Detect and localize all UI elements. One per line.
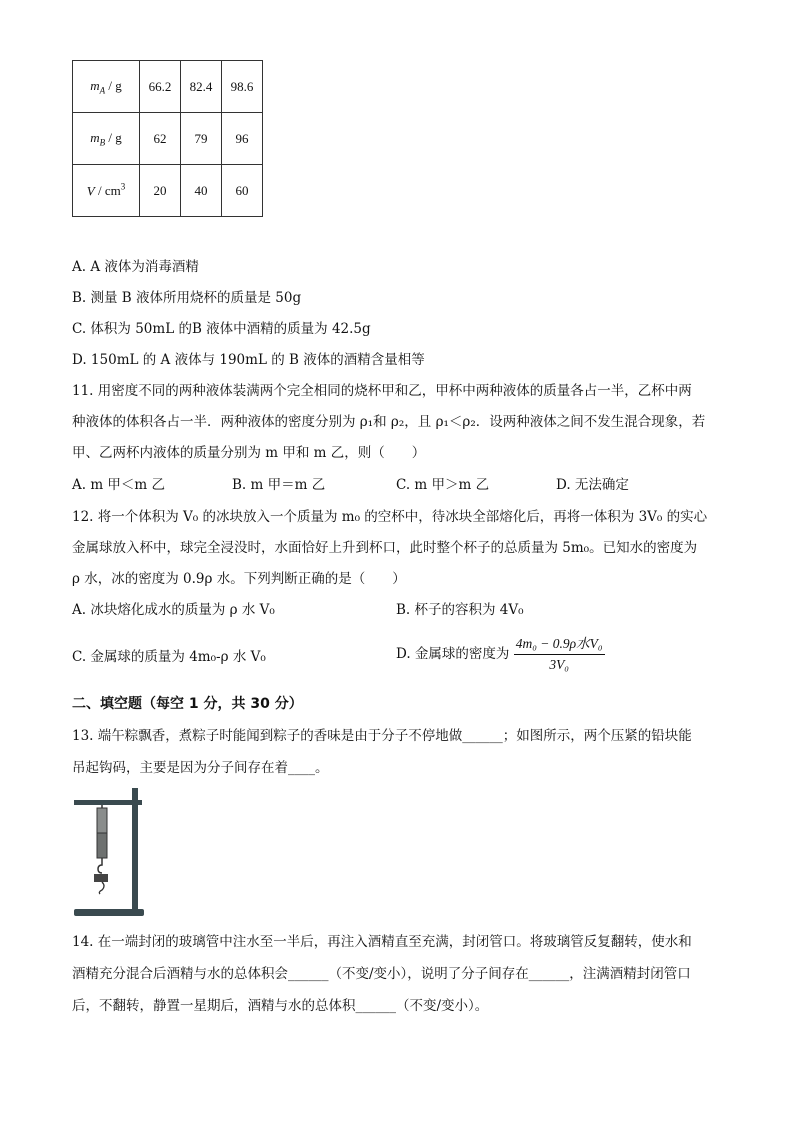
q11-text-line: 种液体的体积各占一半．两种液体的密度分别为 ρ₁和 ρ₂，且 ρ₁＜ρ₂．设两种液体之间不发生混合现象，若 [72, 414, 706, 430]
q12-option-c: C. 金属球的质量为 4m₀-ρ 水 V₀ [72, 649, 266, 665]
hook-weight [94, 874, 108, 882]
density-fraction [514, 634, 605, 675]
table-cell: 20 [140, 165, 181, 217]
row-header-ma: $m_A$ / g [73, 61, 140, 113]
q11-option-a: A. m 甲＜m 乙 [72, 477, 166, 493]
q13-text-line: 吊起钩码，主要是因为分子间存在着____。 [72, 760, 329, 776]
q12-option-d [396, 634, 605, 675]
q14-text-line: 14. 在一端封闭的玻璃管中注水至一半后，再注入酒精直至充满，封闭管口。将玻璃管反复翻转，使水和 [72, 934, 692, 950]
stand-pole [132, 788, 138, 912]
section-title: 二、填空题（每空 1 分，共 30 分） [72, 696, 303, 712]
q13-text-line: 13. 端午粽飘香，煮粽子时能闻到粽子的香味是由于分子不停地做______；如图所示，两个压紧的铅块能 [72, 728, 692, 744]
table-row [73, 61, 263, 113]
q14-text-line: 后，不翻转，静置一星期后，酒精与水的总体积______（不变/变小）。 [72, 998, 489, 1014]
q12-option-a: A. 冰块熔化成水的质量为 ρ 水 V₀ [72, 602, 275, 618]
q12-text-line: 金属球放入杯中，球完全浸没时，水面恰好上升到杯口，此时整个杯子的总质量为 5m₀。已知水的密度为 [72, 540, 698, 556]
table-cell: 60 [222, 165, 263, 217]
table-cell: 66.2 [140, 61, 181, 113]
upper-lead-block [97, 808, 107, 833]
q11-text-line: 甲、乙两杯内液体的质量分别为 m 甲和 m 乙，则（ ） [72, 445, 426, 461]
stand-arm [74, 800, 142, 805]
table-cell: 96 [222, 113, 263, 165]
q12-text-line: ρ 水，冰的密度为 0.9ρ 水。下列判断正确的是（ ） [72, 571, 406, 587]
q10-option-d: D. 150mL 的 A 液体与 190mL 的 B 液体的酒精含量相等 [72, 352, 425, 368]
q12-option-d-label: D. 金属球的密度为 [396, 646, 510, 662]
table-cell: 62 [140, 113, 181, 165]
hook [98, 858, 102, 873]
q14-text-line: 酒精充分混合后酒精与水的总体积会______（不变/变小），说明了分子间存在______，注满酒精封闭管口 [72, 966, 691, 982]
row-header-v: V / $cm^3$ [73, 165, 140, 217]
lead-block-stand-figure [72, 788, 152, 920]
fraction-numerator: 4m₀ − 0.9ρ水V₀ [514, 634, 605, 655]
table-row [73, 165, 263, 217]
q11-option-c: C. m 甲＞m 乙 [396, 477, 490, 493]
q11-text-line: 11. 用密度不同的两种液体装满两个完全相同的烧杯甲和乙，甲杯中两种液体的质量各占一半，乙杯中两 [72, 383, 692, 399]
data-table [72, 60, 263, 217]
q12-option-b: B. 杯子的容积为 4V₀ [396, 602, 524, 618]
q12-text-line: 12. 将一个体积为 V₀ 的冰块放入一个质量为 m₀ 的空杯中，待冰块全部熔化后，再将一体积为 3V₀ 的实心 [72, 509, 708, 525]
table-cell: 82.4 [181, 61, 222, 113]
table-cell: 79 [181, 113, 222, 165]
lower-lead-block [97, 833, 107, 858]
q11-option-d: D. 无法确定 [556, 477, 629, 493]
q11-option-b: B. m 甲＝m 乙 [232, 477, 326, 493]
fraction-denominator: 3V₀ [549, 657, 570, 672]
q10-option-b: B. 测量 B 液体所用烧杯的质量是 50g [72, 290, 302, 306]
q10-option-c: C. 体积为 50mL 的B 液体中酒精的质量为 42.5g [72, 321, 371, 337]
row-header-mb: $m_B$ / g [73, 113, 140, 165]
table-row [73, 113, 263, 165]
table-cell: 40 [181, 165, 222, 217]
q10-option-a: A. A 液体为消毒酒精 [72, 259, 199, 275]
table-cell: 98.6 [222, 61, 263, 113]
